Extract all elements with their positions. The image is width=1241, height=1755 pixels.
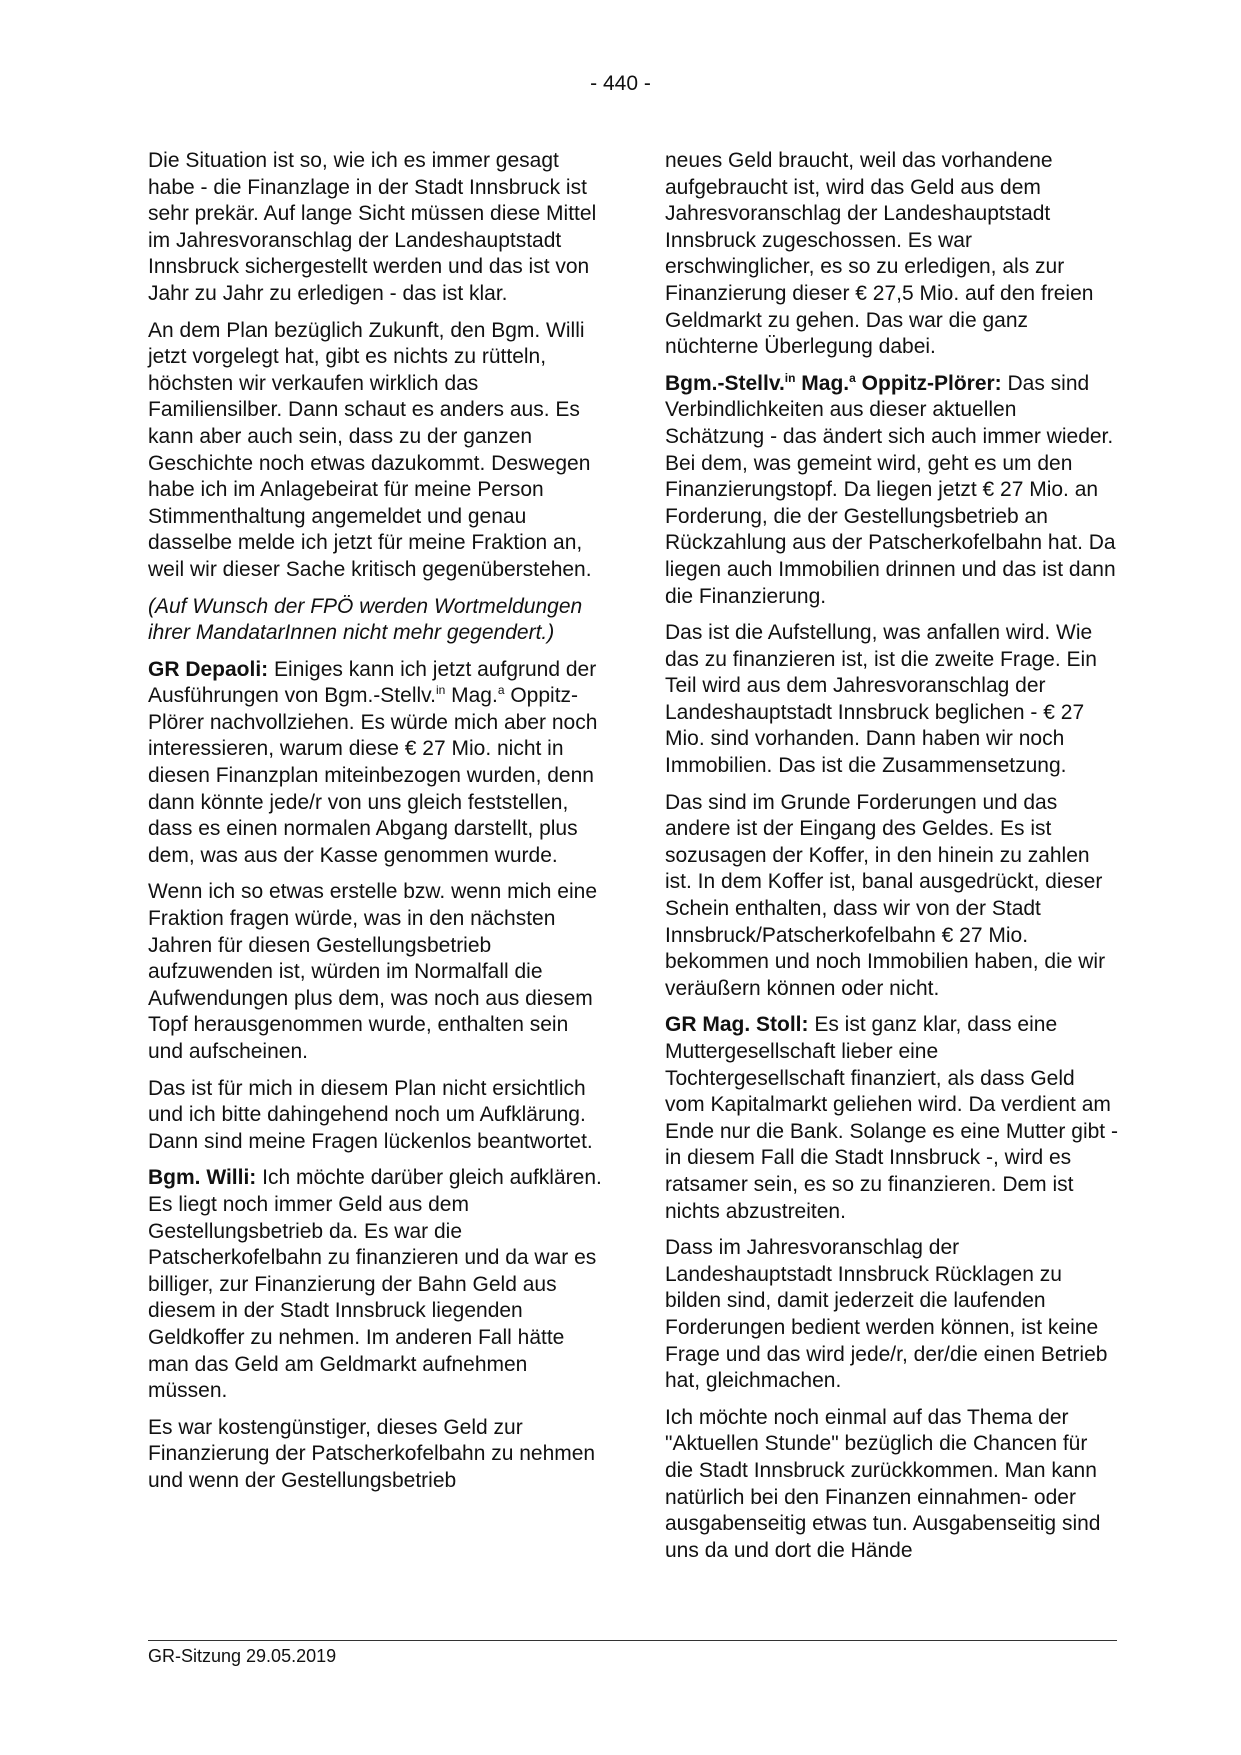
page-number: - 440 - (590, 72, 651, 95)
paragraph: Das sind im Grunde Forderungen und das andere ist der Eingang des Geldes. Es ist sozusagen der Koffer, in den hinein zu zahlen ist. In dem Koffer ist, banal ausgedrückt, dieser Schein enthalten, dass wir von der Stadt Innsbruck/Patscherkofelbahn € 27 Mio. bekommen und noch Immobilien haben, die wir veräußern können oder nicht. (665, 790, 1106, 1000)
speaker-title: Bgm.-Stellv. (665, 371, 785, 395)
editorial-note: (Auf Wunsch der FPÖ werden Wortmeldungen ihrer MandatarInnen nicht mehr gegendert.) (148, 594, 583, 645)
speaker-title: Mag. (795, 371, 850, 395)
right-column (665, 148, 1120, 1574)
speaker-name (665, 372, 1002, 395)
paragraph: Wenn ich so etwas erstelle bzw. wenn mich eine Fraktion fragen würde, was in den nächsten Jahren für diesen Gestellungsbetrieb aufzuwenden ist, würden im Normalfall die Aufwendungen plus dem, was noch aus diesem Topf herausgenommen wurde, enthalten sein und aufscheinen. (148, 880, 597, 1063)
speech-text: Mag. (445, 684, 498, 708)
left-column (148, 148, 603, 1505)
footer-divider (148, 1640, 1117, 1641)
speech-text: Das sind Verbindlichkeiten aus dieser aktuellen Schätzung - das ändert sich auch immer wieder. Bei dem, was gemeint wird, geht es um den Finanzierungstopf. Da liegen jetzt € 27 Mio. an Forderung, die der Gestellungsbetrieb an Rückzahlung aus der Patscherkofelbahn hat. Da liegen auch Immobilien drinnen und das ist dann die Finanzierung. (665, 371, 1116, 608)
speaker-name: GR Depaoli: (148, 657, 269, 681)
paragraph: Ich möchte noch einmal auf das Thema der "Aktuellen Stunde" bezüglich die Chancen für die Stadt Innsbruck zurückkommen. Man kann natürlich bei den Finanzen einnahmen- oder ausgabenseitig etwas tun. Ausgabenseitig sind uns da und dort die Hände (665, 1405, 1101, 1562)
speech-oppitz-ploerer (665, 371, 1120, 610)
superscript: in (784, 370, 796, 385)
speech-text: Ich möchte darüber gleich aufklären. Es liegt noch immer Geld aus dem Gestellungsbetrieb da. Es war die Patscherkofelbahn zu finanzieren und da war es billiger, zur Finanzierung der Bahn Geld aus diesem in der Stadt Innsbruck liegenden Geldkoffer zu nehmen. Im anderen Fall hätte man das Geld am Geldmarkt aufnehmen müssen. (148, 1166, 602, 1403)
superscript: a (849, 370, 856, 385)
paragraph: Das ist für mich in diesem Plan nicht ersichtlich und ich bitte dahingehend noch um Aufklärung. Dann sind meine Fragen lückenlos beantwortet. (148, 1076, 593, 1153)
paragraph: Die Situation ist so, wie ich es immer gesagt habe - die Finanzlage in der Stadt Innsbruck ist sehr prekär. Auf lange Sicht müssen diese Mittel im Jahresvoranschlag der Landeshauptstadt Innsbruck sichergestellt werden und das ist von Jahr zu Jahr zu erledigen - das ist klar. (148, 149, 597, 305)
speech-stoll (665, 1012, 1120, 1225)
footer-text: GR-Sitzung 29.05.2019 (148, 1646, 337, 1666)
speaker-name: GR Mag. Stoll: (665, 1013, 809, 1037)
paragraph: Das ist die Aufstellung, was anfallen wird. Wie das zu finanzieren ist, ist die zweite Frage. Ein Teil wird aus dem Jahresvoranschlag der Landeshauptstadt Innsbruck beglichen - € 27 Mio. sind vorhanden. Dann haben wir noch Immobilien. Das ist die Zusammensetzung. (665, 621, 1097, 778)
superscript: in (435, 683, 446, 698)
speech-text: Einiges kann ich jetzt aufgrund der Ausführungen von Bgm.-Stellv. (148, 657, 597, 708)
speech-text: Es ist ganz klar, dass eine Muttergesellschaft lieber eine Tochtergesellschaft finanziert, als dass Geld vom Kapitalmarkt geliehen wird. Da verdient am Ende nur die Bank. Solange es eine Mutter gibt - in diesem Fall die Stadt Innsbruck -, wird es ratsamer sein, es so zu finanzieren. Dem ist nichts abzustreiten. (665, 1013, 1118, 1223)
paragraph: An dem Plan bezüglich Zukunft, den Bgm. Willi jetzt vorgelegt hat, gibt es nichts zu rütteln, höchsten wir verkaufen wirklich das Familiensilber. Dann schaut es anders aus. Es kann aber auch sein, dass zu der ganzen Geschichte noch etwas dazukommt. Deswegen habe ich im Anlagebeirat für meine Person Stimmenthaltung angemeldet und genau dasselbe melde ich jetzt für meine Fraktion an, weil wir dieser Sache kritisch gegenüberstehen. (148, 318, 592, 581)
superscript: a (497, 683, 505, 698)
paragraph: neues Geld braucht, weil das vorhandene aufgebraucht ist, wird das Geld aus dem Jahresvoranschlag der Landeshauptstadt Innsbruck zugeschossen. Es war erschwinglicher, es so zu erledigen, als zur Finanzierung dieser € 27,5 Mio. auf den freien Geldmarkt zu gehen. Das war die ganz nüchterne Überlegung dabei. (665, 149, 1094, 359)
speech-text: Oppitz-Plörer nachvollziehen. Es würde mich aber noch interessieren, warum diese € 27 Mio. nicht in diesen Finanzplan miteinbezogen wurden, denn dann könnte jede/r von uns gleich feststellen, dass es einen normalen Abgang darstellt, plus dem, was aus der Kasse genommen wurde. (148, 684, 598, 867)
speaker-name: Bgm. Willi: (148, 1166, 257, 1190)
speech-willi (148, 1165, 603, 1404)
paragraph: Dass im Jahresvoranschlag der Landeshauptstadt Innsbruck Rücklagen zu bilden sind, damit jederzeit die laufenden Forderungen bedient werden können, ist keine Frage und das wird jede/r, der/die einen Betrieb hat, gleichmachen. (665, 1236, 1108, 1393)
speech-depaoli (148, 657, 603, 870)
paragraph: Es war kostengünstiger, dieses Geld zur Finanzierung der Patscherkofelbahn zu nehmen und wenn der Gestellungsbetrieb (148, 1415, 596, 1492)
speaker-surname: Oppitz-Plörer: (855, 371, 1002, 395)
